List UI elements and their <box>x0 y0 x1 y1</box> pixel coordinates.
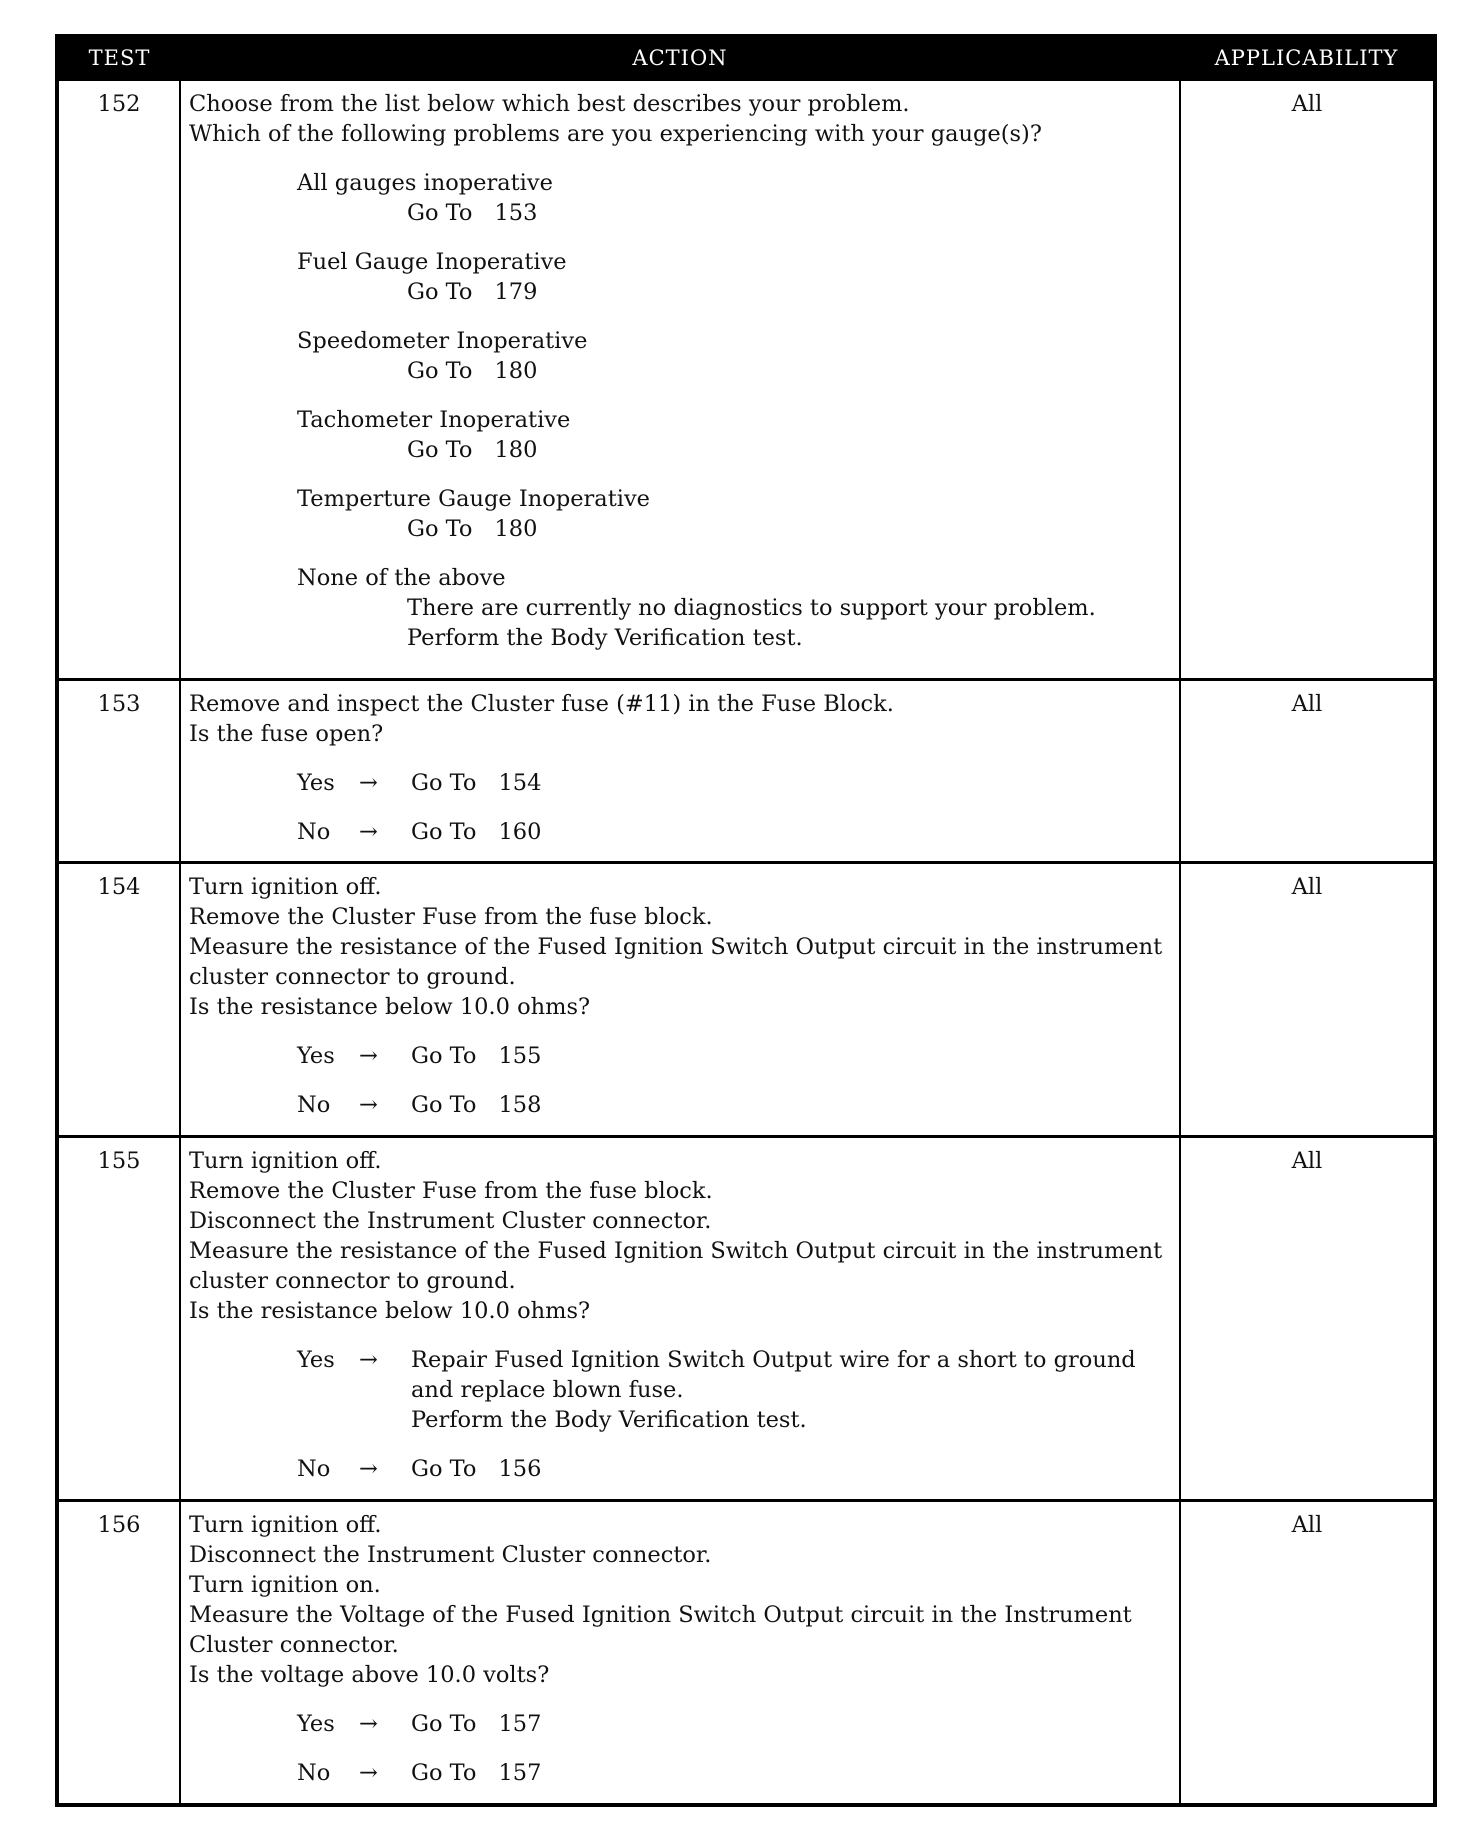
arrow-icon: → <box>359 819 378 845</box>
test-number: 156 <box>57 1501 180 1805</box>
goto-target: 160 <box>498 819 542 845</box>
instruction-line: Is the resistance below 10.0 ohms? <box>189 1298 591 1324</box>
answer-label: Yes <box>297 770 335 796</box>
test-number: 153 <box>57 680 180 863</box>
result-line: Perform the Body Verification test. <box>411 1407 807 1433</box>
header-test: TEST <box>57 36 180 80</box>
goto-label: Go To <box>411 1760 477 1786</box>
goto-target: 155 <box>498 1043 542 1069</box>
arrow-icon: → <box>359 1092 378 1118</box>
answer-label: No <box>297 1092 331 1118</box>
goto-target: 157 <box>498 1760 542 1786</box>
answer-label: Yes <box>297 1347 335 1373</box>
goto-target: 154 <box>498 770 542 796</box>
instruction-line: Disconnect the Instrument Cluster connector. <box>189 1542 712 1568</box>
action-cell <box>180 80 1180 680</box>
test-number: 152 <box>57 80 180 680</box>
instruction-line: cluster connector to ground. <box>189 964 516 990</box>
problem-option: All gauges inoperative <box>297 170 553 196</box>
header-applicability: APPLICABILITY <box>1180 36 1435 80</box>
answer-label: No <box>297 819 331 845</box>
goto-target: 179 <box>494 279 538 305</box>
goto-label: Go To <box>407 200 473 226</box>
result-line: and replace blown fuse. <box>411 1377 684 1403</box>
goto-target: 180 <box>494 516 538 542</box>
applicability-cell: All <box>1180 680 1435 863</box>
yes-answer <box>297 1345 1173 1435</box>
arrow-icon: → <box>359 1043 378 1069</box>
no-answer <box>297 817 1173 847</box>
note-line: There are currently no diagnostics to support your problem. <box>407 595 1096 621</box>
no-answer <box>297 1758 1173 1788</box>
action-cell <box>180 863 1180 1137</box>
answer-label: No <box>297 1760 331 1786</box>
goto-label: Go To <box>411 1456 477 1482</box>
problem-option: Temperture Gauge Inoperative <box>297 486 650 512</box>
no-answer <box>297 1454 1173 1484</box>
arrow-icon: → <box>359 1760 378 1786</box>
answer-label: Yes <box>297 1043 335 1069</box>
instruction-line: Which of the following problems are you experiencing with your gauge(s)? <box>189 121 1042 147</box>
goto-label: Go To <box>407 516 473 542</box>
goto-line <box>407 514 1173 544</box>
instruction-line: Disconnect the Instrument Cluster connector. <box>189 1208 712 1234</box>
arrow-icon: → <box>359 1347 378 1373</box>
diagnostic-page <box>55 34 1433 1807</box>
goto-label: Go To <box>407 358 473 384</box>
instruction-line: Measure the resistance of the Fused Ignition Switch Output circuit in the instrument <box>189 1238 1163 1264</box>
instruction-line: Cluster connector. <box>189 1632 399 1658</box>
problem-option: Fuel Gauge Inoperative <box>297 249 567 275</box>
problem-option: Tachometer Inoperative <box>297 407 571 433</box>
table-row <box>57 1501 1435 1805</box>
no-answer <box>297 1090 1173 1120</box>
header-action: ACTION <box>180 36 1180 80</box>
yes-answer <box>297 1709 1173 1739</box>
goto-label: Go To <box>407 279 473 305</box>
goto-label: Go To <box>407 437 473 463</box>
instruction-line: Remove the Cluster Fuse from the fuse block. <box>189 904 713 930</box>
goto-target: 180 <box>494 437 538 463</box>
action-cell <box>180 1501 1180 1805</box>
applicability-cell: All <box>1180 863 1435 1137</box>
instruction-line: Is the fuse open? <box>189 721 384 747</box>
yes-answer <box>297 1041 1173 1071</box>
test-number: 154 <box>57 863 180 1137</box>
goto-line <box>407 435 1173 465</box>
answer-label: No <box>297 1456 331 1482</box>
goto-target: 158 <box>498 1092 542 1118</box>
yes-answer <box>297 768 1173 798</box>
arrow-icon: → <box>359 770 378 796</box>
instruction-line: Turn ignition off. <box>189 1148 382 1174</box>
test-number: 155 <box>57 1137 180 1501</box>
instruction-line: Measure the resistance of the Fused Ignition Switch Output circuit in the instrument <box>189 934 1163 960</box>
note-line: Perform the Body Verification test. <box>407 625 803 651</box>
goto-label: Go To <box>411 770 477 796</box>
applicability-cell: All <box>1180 80 1435 680</box>
instruction-line: Remove the Cluster Fuse from the fuse block. <box>189 1178 713 1204</box>
goto-label: Go To <box>411 819 477 845</box>
table-row <box>57 1137 1435 1501</box>
goto-line <box>407 198 1173 228</box>
goto-label: Go To <box>411 1043 477 1069</box>
table-row <box>57 80 1435 680</box>
instruction-line: Is the resistance below 10.0 ohms? <box>189 994 591 1020</box>
table-row <box>57 680 1435 863</box>
table-header <box>57 36 1435 80</box>
arrow-icon: → <box>359 1456 378 1482</box>
instruction-line: Is the voltage above 10.0 volts? <box>189 1662 550 1688</box>
action-cell <box>180 1137 1180 1501</box>
diagnostic-table <box>55 34 1437 1807</box>
action-cell <box>180 680 1180 863</box>
problem-option: Speedometer Inoperative <box>297 328 588 354</box>
instruction-line: Remove and inspect the Cluster fuse (#11) in the Fuse Block. <box>189 691 894 717</box>
goto-target: 157 <box>498 1711 542 1737</box>
answer-label: Yes <box>297 1711 335 1737</box>
result-line: Repair Fused Ignition Switch Output wire for a short to ground <box>411 1347 1136 1373</box>
goto-target: 180 <box>494 358 538 384</box>
instruction-line: Turn ignition off. <box>189 874 382 900</box>
goto-line <box>407 356 1173 386</box>
goto-line <box>407 277 1173 307</box>
goto-label: Go To <box>411 1092 477 1118</box>
arrow-icon: → <box>359 1711 378 1737</box>
table-row <box>57 863 1435 1137</box>
instruction-line: Measure the Voltage of the Fused Ignition Switch Output circuit in the Instrument <box>189 1602 1132 1628</box>
applicability-cell: All <box>1180 1137 1435 1501</box>
goto-target: 156 <box>498 1456 542 1482</box>
instruction-line: Turn ignition off. <box>189 1512 382 1538</box>
applicability-cell: All <box>1180 1501 1435 1805</box>
goto-target: 153 <box>494 200 538 226</box>
instruction-line: cluster connector to ground. <box>189 1268 516 1294</box>
instruction-line: Turn ignition on. <box>189 1572 381 1598</box>
problem-option: None of the above <box>297 565 506 591</box>
goto-label: Go To <box>411 1711 477 1737</box>
instruction-line: Choose from the list below which best describes your problem. <box>189 91 910 117</box>
